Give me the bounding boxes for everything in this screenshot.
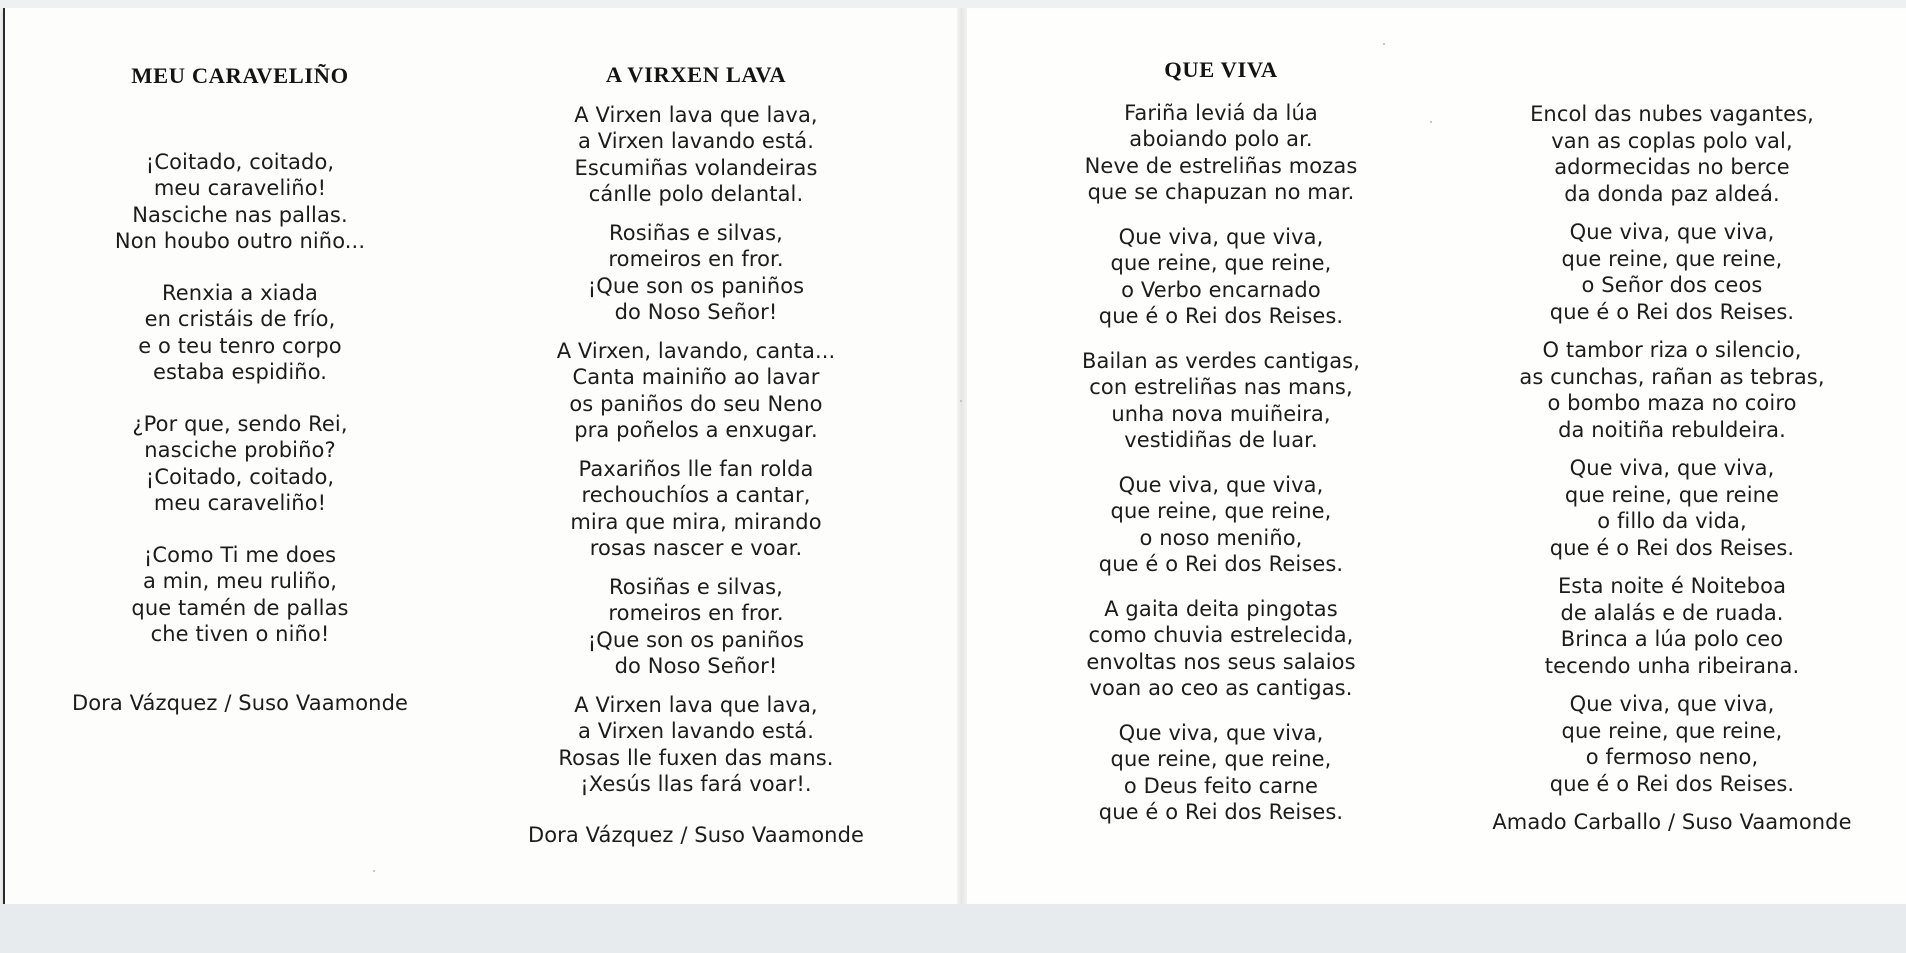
verse-line: aboiando polo ar. (1129, 127, 1313, 151)
verse-line: meu caraveliño! (153, 491, 327, 515)
scan-speck (960, 400, 962, 402)
verse-line: da noitiña rebuldeira. (1558, 417, 1786, 442)
verse-line: van as coplas polo val, (1551, 128, 1793, 153)
stanza (60, 280, 420, 386)
song-credit: Dora Vázquez / Suso Vaamonde (71, 690, 409, 715)
verse-line: e o teu tenro corpo (138, 333, 342, 358)
verse-line: envoltas nos seus salaios (1086, 649, 1356, 674)
stanza (511, 102, 881, 208)
verse-line: ¡Que son os paniños (587, 627, 805, 652)
verse-line: Escumiñas volandeiras (574, 155, 818, 180)
verse-line: Rosiñas e silvas, (609, 220, 783, 245)
scan-speck (1383, 43, 1385, 45)
verse-line: Non houbo outro niño... (114, 229, 366, 253)
verse-line: meu caraveliño! (153, 176, 327, 200)
verse-line: o Señor dos ceos (1581, 273, 1763, 297)
stanza (511, 220, 881, 326)
verse-line: que reine, que reine, (1110, 499, 1332, 523)
verse-line: a min, meu ruliño, (142, 569, 338, 593)
verse-line: A Virxen lava que lava, (574, 692, 818, 717)
scan-speck (373, 870, 375, 872)
song-que-viva (1071, 57, 1371, 844)
verse-line: estaba espidiño. (152, 360, 328, 384)
verse-line: Renxia a xiada (162, 280, 318, 305)
song-title: A VIRXEN LAVA (605, 62, 787, 87)
verse-line: ¡Coitado, coitado, (145, 464, 335, 489)
verse-line: do Noso Señor! (614, 300, 778, 324)
scan-speck (1430, 121, 1432, 123)
stanza (1071, 224, 1371, 330)
verse-line: que é o Rei dos Reises. (1098, 304, 1344, 328)
verse-line: che tiven o niño! (150, 622, 330, 646)
song-a-virxen-lava (511, 62, 881, 848)
verse-line: Encol das nubes vagantes, (1530, 102, 1814, 126)
verse-line: tecendo unha ribeirana. (1544, 653, 1800, 678)
verse-line: ¡Xesús llas fará voar!. (580, 772, 812, 796)
song-meu-caravelino (60, 63, 420, 716)
verse-line: Bailan as verdes cantigas, (1082, 348, 1360, 373)
verse-line: rosas nascer e voar. (589, 536, 803, 560)
verse-line: que reine, que reine, (1561, 718, 1783, 743)
verse-line: o fermoso neno, (1585, 745, 1759, 769)
verse-line: adormecidas no berce (1554, 155, 1790, 179)
stanza (1071, 348, 1371, 454)
verse-line: que reine, que reine, (1110, 251, 1332, 275)
verse-line: ¿Por que, sendo Rei, (132, 411, 348, 436)
verse-line: a Virxen lavando está. (577, 129, 815, 153)
verse-line: que reine, que reine, (1561, 246, 1783, 271)
verse-line: en cristáis de frío, (144, 307, 336, 331)
scanner-bed (0, 904, 1906, 953)
stanza (1071, 596, 1371, 702)
stanza (1472, 101, 1872, 207)
stanza (1071, 100, 1371, 206)
stanza (60, 411, 420, 517)
verse-line: pra poñelos a enxugar. (574, 418, 818, 442)
verse-line: A gaita deita pingotas (1104, 596, 1338, 621)
verse-line: a Virxen lavando está. (577, 719, 815, 743)
verse-line: romeiros en fror. (608, 601, 784, 625)
verse-line: que é o Rei dos Reises. (1098, 552, 1344, 576)
verse-line: do Noso Señor! (614, 654, 778, 678)
verse-line: que reine, que reine, (1110, 747, 1332, 771)
verse-line: Rosas lle fuxen das mans. (558, 745, 834, 770)
stanza (60, 542, 420, 648)
verse-line: os paniños do seu Neno (569, 391, 823, 416)
verse-line: que é o Rei dos Reises. (1098, 800, 1344, 824)
verse-line: romeiros en fror. (608, 247, 784, 271)
verse-line: como chuvia estrelecida, (1088, 623, 1354, 647)
song-title: MEU CARAVELIÑO (131, 63, 349, 88)
verse-line: que é o Rei dos Reises. (1549, 535, 1795, 560)
verse-line: o Verbo encarnado (1121, 277, 1321, 302)
verse-line: Que viva, que viva, (1569, 220, 1775, 244)
verse-line: voan ao ceo as cantigas. (1089, 676, 1353, 700)
verse-line: da donda paz aldeá. (1564, 181, 1780, 206)
verse-line: que é o Rei dos Reises. (1549, 771, 1795, 796)
verse-line: nasciche probiño? (144, 438, 336, 462)
stanza (1472, 573, 1872, 679)
stanza (511, 574, 881, 680)
stanza (1472, 219, 1872, 325)
verse-line: unha nova muiñeira, (1111, 401, 1331, 426)
stanza (1472, 455, 1872, 561)
verse-line: o Deus feito carne (1123, 773, 1319, 798)
song-que-viva-continued (1472, 101, 1872, 836)
stanza (1071, 472, 1371, 578)
verse-line: Que viva, que viva, (1118, 720, 1324, 745)
booklet-spread (3, 8, 1906, 904)
verse-line: ¡Que son os paniños (587, 273, 805, 298)
stanza (1472, 337, 1872, 443)
song-title: QUE VIVA (1164, 57, 1278, 82)
stanza (1472, 691, 1872, 797)
verse-line: Nasciche nas pallas. (132, 202, 348, 227)
verse-line: Que viva, que viva, (1118, 472, 1324, 497)
stanza (1071, 720, 1371, 826)
song-credit: Amado Carballo / Suso Vaamonde (1492, 810, 1852, 834)
verse-line: ¡Como Ti me does (143, 542, 337, 567)
verse-line: con estreliñas nas mans, (1089, 375, 1353, 399)
verse-line: que reine, que reine (1564, 482, 1780, 507)
verse-line: Fariña leviá da lúa (1124, 100, 1318, 125)
verse-line: de alalás e de ruada. (1560, 600, 1784, 625)
song-credit: Dora Vázquez / Suso Vaamonde (527, 822, 865, 847)
verse-line: o fillo da vida, (1597, 509, 1747, 533)
stanza (60, 149, 420, 255)
verse-line: que tamén de pallas (131, 595, 349, 620)
verse-line: rechouchíos a cantar, (581, 483, 811, 507)
verse-line: Que viva, que viva, (1569, 456, 1775, 480)
verse-line: A Virxen, lavando, canta... (556, 338, 836, 363)
verse-line: O tambor riza o silencio, (1542, 338, 1802, 362)
stanza (511, 338, 881, 444)
page-gutter (957, 8, 967, 904)
verse-line: Esta noite é Noiteboa (1557, 574, 1787, 598)
stanza (511, 692, 881, 798)
verse-line: Que viva, que viva, (1569, 692, 1775, 716)
verse-line: Que viva, que viva, (1118, 224, 1324, 249)
stanza (511, 456, 881, 562)
verse-line: Neve de estreliñas mozas (1084, 153, 1358, 178)
verse-line: que se chapuzan no mar. (1087, 180, 1355, 204)
verse-line: Canta mainiño ao lavar (572, 365, 820, 389)
verse-line: o noso meniño, (1139, 525, 1303, 550)
verse-line: Paxariños lle fan rolda (578, 456, 814, 481)
verse-line: Rosiñas e silvas, (609, 574, 783, 599)
verse-line: A Virxen lava que lava, (574, 102, 818, 127)
verse-line: que é o Rei dos Reises. (1549, 299, 1795, 324)
verse-line: o bombo maza no coiro (1547, 391, 1797, 415)
verse-line: vestidiñas de luar. (1124, 428, 1318, 452)
verse-line: ¡Coitado, coitado, (145, 149, 335, 174)
verse-line: mira que mira, mirando (570, 509, 822, 534)
verse-line: cánlle polo delantal. (588, 182, 804, 206)
verse-line: Brinca a lúa polo ceo (1560, 627, 1784, 651)
verse-line: as cunchas, rañan as tebras, (1519, 364, 1825, 389)
